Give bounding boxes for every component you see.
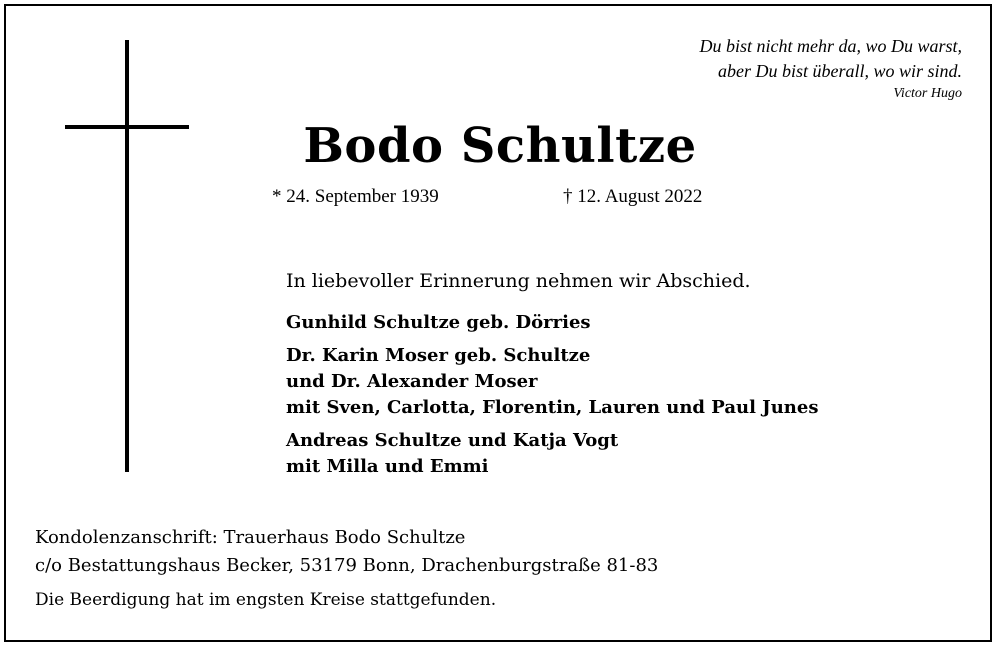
quote-line-1: Du bist nicht mehr da, wo Du warst, bbox=[699, 36, 962, 56]
deceased-name: Bodo Schultze bbox=[303, 118, 697, 174]
mourner-group bbox=[286, 343, 818, 421]
cross-vertical-bar bbox=[125, 40, 129, 472]
mourner-line: und Dr. Alexander Moser bbox=[286, 371, 538, 392]
contact-line-2: c/o Bestattungshaus Becker, 53179 Bonn, Drachenburgstraße 81-83 bbox=[35, 555, 659, 576]
mourners-list bbox=[286, 310, 818, 487]
mourner-group bbox=[286, 428, 818, 480]
mourner-group bbox=[286, 310, 818, 336]
mourner-line: Andreas Schultze und Katja Vogt bbox=[286, 430, 619, 451]
death-date: † 12. August 2022 bbox=[563, 186, 703, 207]
mourner-line: mit Sven, Carlotta, Florentin, Lauren und Paul Junes bbox=[286, 397, 819, 418]
mourner-line: Dr. Karin Moser geb. Schultze bbox=[286, 345, 591, 366]
quote-author: Victor Hugo bbox=[893, 86, 962, 101]
mourner-line: Gunhild Schultze geb. Dörries bbox=[286, 312, 591, 333]
mourner-line: mit Milla und Emmi bbox=[286, 456, 489, 477]
intro-text: In liebevoller Erinnerung nehmen wir Abschied. bbox=[286, 270, 751, 292]
quote-block bbox=[699, 34, 962, 104]
birth-date: * 24. September 1939 bbox=[272, 186, 439, 207]
quote-line-2: aber Du bist überall, wo wir sind. bbox=[717, 61, 962, 81]
condolence-address bbox=[35, 524, 658, 580]
funeral-note: Die Beerdigung hat im engsten Kreise stattgefunden. bbox=[35, 590, 497, 610]
contact-line-1: Kondolenzanschrift: Trauerhaus Bodo Schultze bbox=[35, 527, 466, 548]
